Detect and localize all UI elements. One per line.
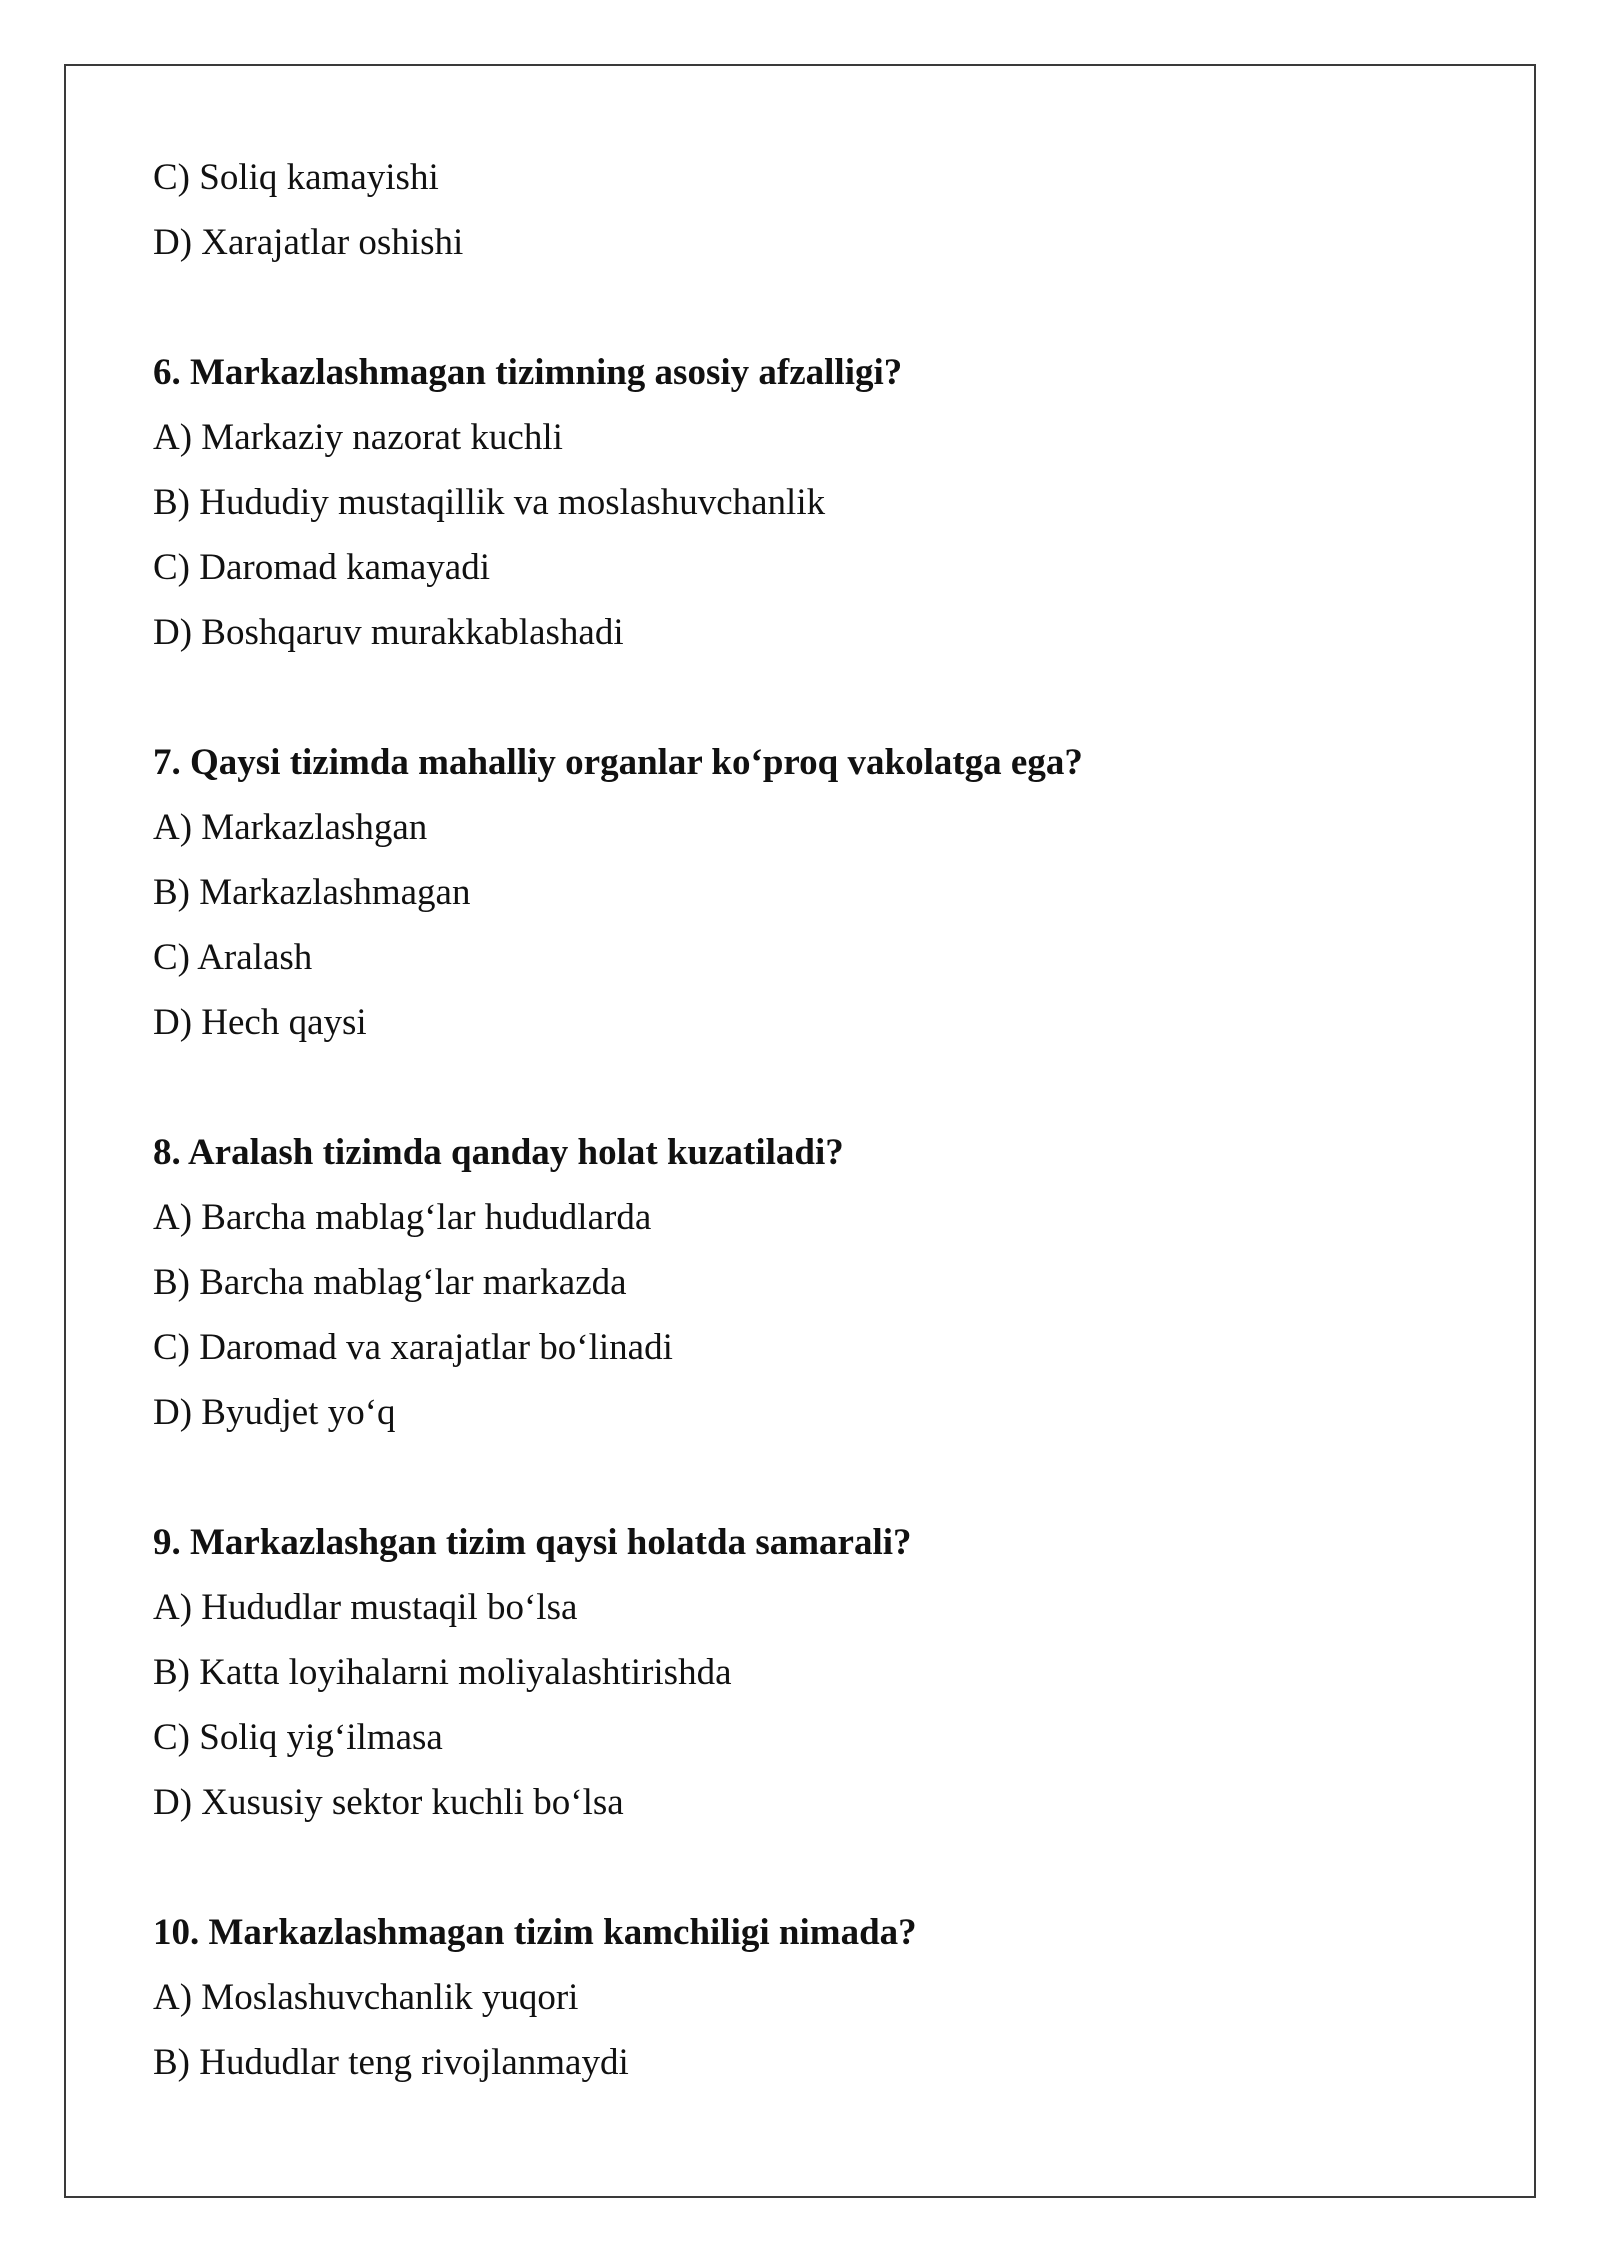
option-line: B) Barcha mablag‘lar markazda [153, 1262, 627, 1303]
option-line: D) Xarajatlar oshishi [153, 222, 464, 263]
question-title: 9. Markazlashgan tizim qaysi holatda samarali? [153, 1522, 912, 1563]
spacer [153, 1055, 1453, 1120]
option-line: A) Barcha mablag‘lar hududlarda [153, 1197, 652, 1238]
option-line: C) Daromad kamayadi [153, 547, 490, 588]
option-line: D) Boshqaruv murakkablashadi [153, 612, 624, 653]
question-title: 7. Qaysi tizimda mahalliy organlar ko‘proq vakolatga ega? [153, 742, 1083, 783]
option-line: C) Soliq yig‘ilmasa [153, 1717, 443, 1758]
spacer [153, 665, 1453, 730]
question-title: 8. Aralash tizimda qanday holat kuzatiladi? [153, 1132, 844, 1173]
option-line: D) Hech qaysi [153, 1002, 367, 1043]
option-line: A) Markaziy nazorat kuchli [153, 417, 563, 458]
option-line: A) Hududlar mustaqil bo‘lsa [153, 1587, 578, 1628]
option-line: D) Byudjet yo‘q [153, 1392, 396, 1433]
option-line: B) Hududiy mustaqillik va moslashuvchanlik [153, 482, 826, 523]
spacer [153, 1445, 1453, 1510]
option-line: A) Markazlashgan [153, 807, 428, 848]
document-body [153, 145, 1453, 2095]
spacer [153, 275, 1453, 340]
option-line: B) Markazlashmagan [153, 872, 471, 913]
option-line: C) Soliq kamayishi [153, 157, 439, 198]
option-line: A) Moslashuvchanlik yuqori [153, 1977, 579, 2018]
spacer [153, 1835, 1453, 1900]
question-title: 10. Markazlashmagan tizim kamchiligi nimada? [153, 1912, 917, 1953]
option-line: C) Aralash [153, 937, 313, 978]
option-line: B) Hududlar teng rivojlanmaydi [153, 2042, 629, 2083]
option-line: B) Katta loyihalarni moliyalashtirishda [153, 1652, 732, 1693]
question-title: 6. Markazlashmagan tizimning asosiy afzalligi? [153, 352, 903, 393]
option-line: D) Xususiy sektor kuchli bo‘lsa [153, 1782, 624, 1823]
option-line: C) Daromad va xarajatlar bo‘linadi [153, 1327, 673, 1368]
